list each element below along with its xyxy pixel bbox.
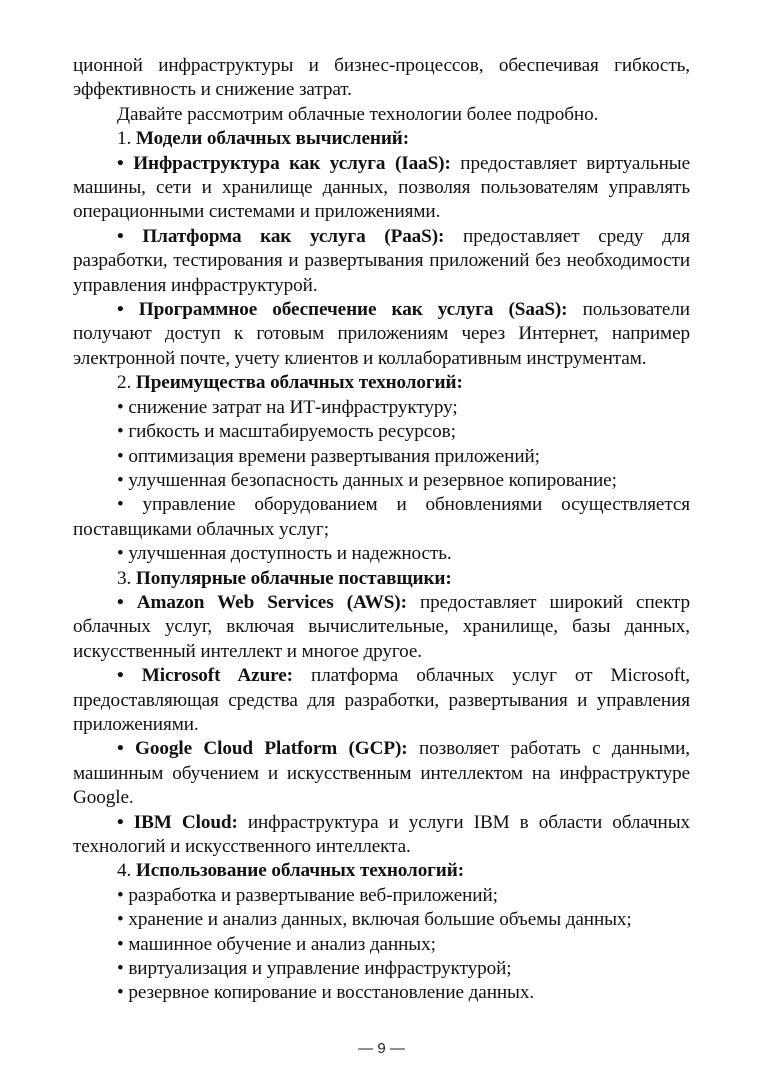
list-item: • улучшенная безопасность данных и резервное копирование; <box>117 469 617 491</box>
paragraph-continuation: ционной инфраструктуры и бизнес-процессов, обеспечивая гибкость, эффективность и снижение затрат. <box>73 55 690 101</box>
list-item: • резервное копирование и восстановление данных. <box>117 982 535 1004</box>
list-item-iaas: • Инфраструктура как услуга (IaaS): предоставляет виртуальные машины, сети и хранилище данных, позволяя пользователям управлять операционными системами и приложениями. <box>73 152 691 223</box>
document-page <box>73 54 690 1006</box>
list-item-saas: • Программное обеспечение как услуга (SaaS): пользователи получают доступ к готовым приложениям через Интернет, например электронной почте, учету клиентов и коллаборативным инструментам. <box>73 299 690 369</box>
list-item: • управление оборудованием и обновлениями осуществляется поставщиками облачных услуг; <box>73 494 690 540</box>
list-item-paas: • Платформа как услуга (PaaS): предоставляет среду для разработки, тестирования и развертывания приложений без необходимости управления инфраструктурой. <box>73 225 691 296</box>
section-heading-providers: 3. Популярные облачные поставщики: <box>117 567 452 589</box>
list-item: • улучшенная доступность и надежность. <box>117 543 452 565</box>
list-item: • гибкость и масштабируемость ресурсов; <box>117 421 456 443</box>
list-item: • виртуализация и управление инфраструктурой; <box>117 958 512 980</box>
page-number: — 9 — <box>358 1040 405 1057</box>
list-item-gcp: • Google Cloud Platform (GCP): позволяет работать с данными, машинным обучением и искусственным интеллектом на инфраструктуре Google. <box>73 738 691 809</box>
list-item-aws: • Amazon Web Services (AWS): предоставляет широкий спектр облачных услуг, включая вычислительные, хранилище, базы данных, искусственный интеллект и многое другое. <box>73 591 691 662</box>
list-item: • машинное обучение и анализ данных; <box>117 933 436 955</box>
list-item: • снижение затрат на ИТ-инфраструктуру; <box>117 396 458 418</box>
list-item-azure: • Microsoft Azure: платформа облачных услуг от Microsoft, предоставляющая средства для разработки, развертывания и управления приложениями. <box>73 665 691 735</box>
paragraph-lead: Давайте рассмотрим облачные технологии более подробно. <box>117 103 599 125</box>
section-heading-advantages: 2. Преимущества облачных технологий: <box>117 372 463 394</box>
section-heading-usage: 4. Использование облачных технологий: <box>117 860 464 882</box>
list-item: • хранение и анализ данных, включая большие объемы данных; <box>117 909 632 931</box>
list-item-ibm: • IBM Cloud: инфраструктура и услуги IBM в области облачных технологий и искусственного интеллекта. <box>73 811 691 857</box>
list-item: • оптимизация времени развертывания приложений; <box>117 445 540 467</box>
list-item: • разработка и развертывание веб-приложений; <box>117 884 498 906</box>
section-heading-models: 1. Модели облачных вычислений: <box>117 128 410 150</box>
